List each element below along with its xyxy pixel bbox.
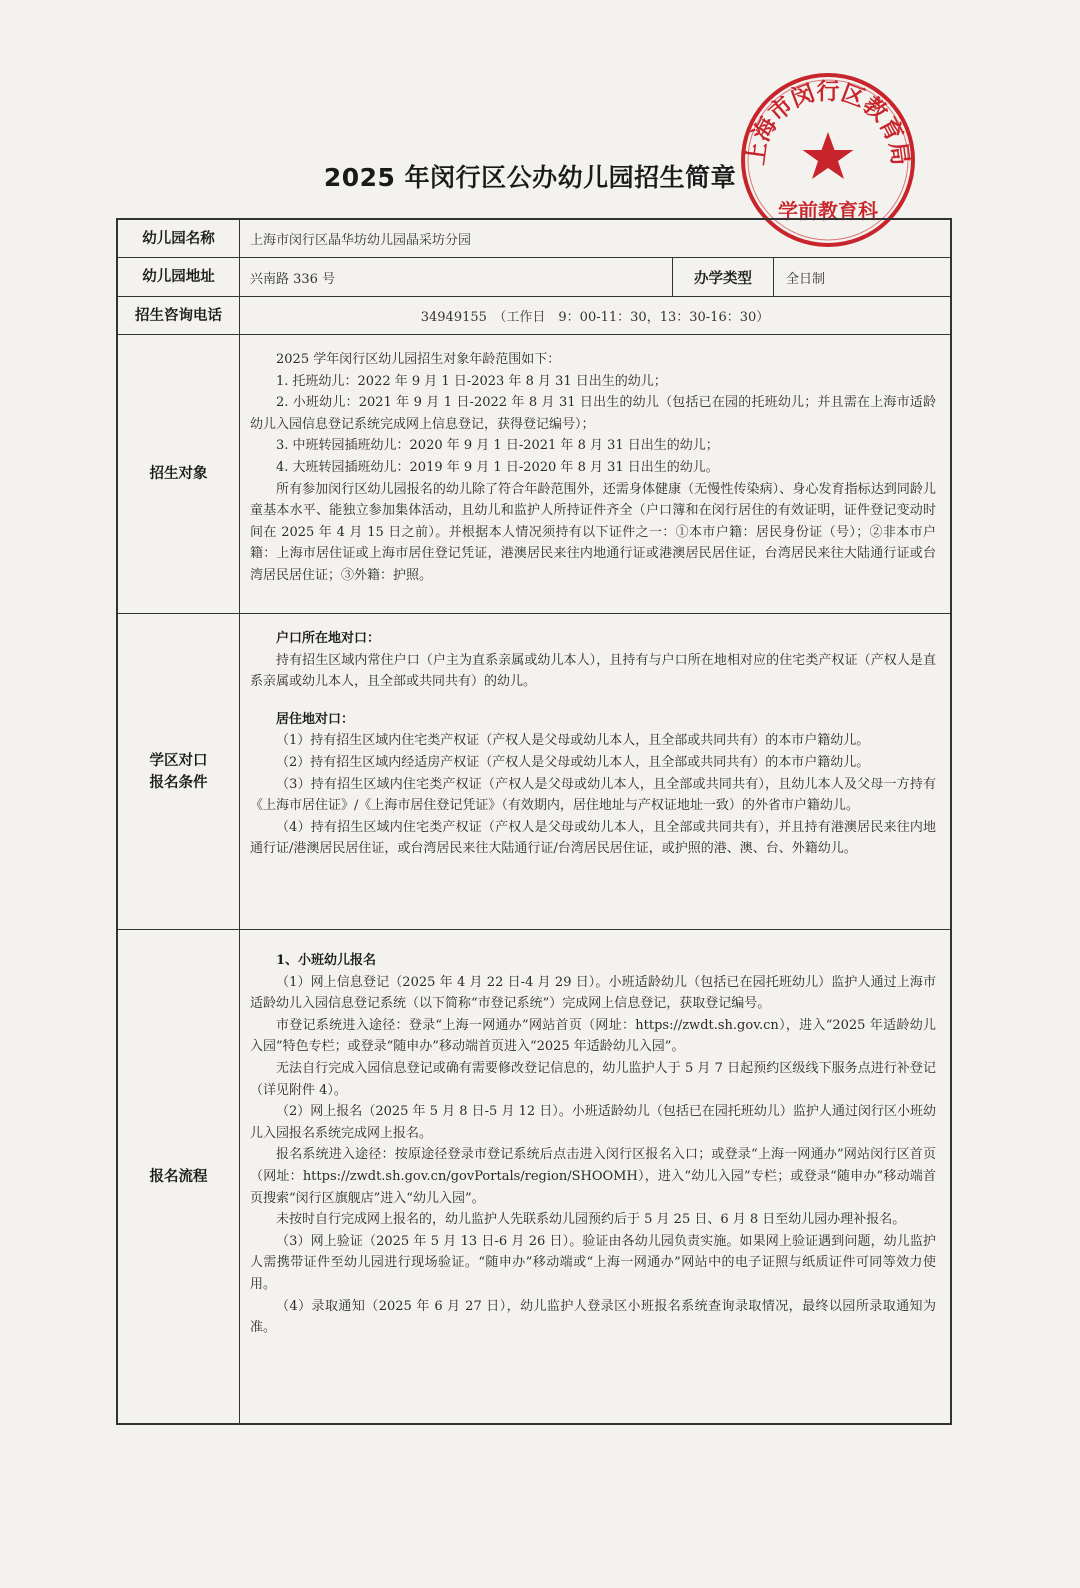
star-icon — [803, 132, 854, 179]
name-value: 上海市闵行区晶华坊幼儿园晶采坊分园 — [250, 233, 472, 248]
residence-heading: 居住地对口： — [276, 711, 355, 727]
row-name — [118, 220, 950, 258]
row-target — [118, 335, 950, 614]
admission-table — [116, 218, 952, 1425]
process-paragraph: 未按时自行完成网上报名的，幼儿监护人先联系幼儿园预约后于 5 月 25 日、6 月 8 日至幼儿园办理补报名。 — [276, 1212, 906, 1228]
row-address — [118, 258, 950, 297]
process-content — [250, 950, 936, 1339]
hukou-text: 持有招生区域内常住户口（户主为直系亲属或幼儿本人），且持有与户口所在地相对应的住宅类产权证（产权人是直系亲属或幼儿本人，且全部或共同共有）的幼儿。 — [250, 652, 936, 690]
target-line: 4. 大班转园插班幼儿：2019 年 9 月 1 日-2020 年 8 月 31 日出生的幼儿。 — [276, 459, 719, 475]
process-paragraph: 报名系统进入途径：按原途径登录市登记系统后点击进入闵行区报名入口；或登录“上海一网通办”网站闵行区首页（网址：https://zwdt.sh.gov.cn/govPortals/region/SHOOMH），进入“幼儿入园”专栏；或登录“随申办”移动端首页搜索“闵行区旗舰店”进入“幼儿入园”。 — [250, 1147, 936, 1206]
target-line: 2. 小班幼儿：2021 年 9 月 1 日-2022 年 8 月 31 日出生的幼儿（包括已在园的托班幼儿；并且需在上海市适龄幼儿入园信息登记系统完成网上信息登记，获得登记编号）； — [250, 395, 936, 432]
process-paragraph: 无法自行完成入园信息登记或确有需要修改登记信息的，幼儿监护人于 5 月 7 日起预约区级线下服务点进行补登记（详见附件 4）。 — [250, 1060, 936, 1098]
target-line: 2025 学年闵行区幼儿园招生对象年龄范围如下： — [276, 352, 561, 367]
row-phone — [118, 297, 950, 335]
process-paragraph: （1）网上信息登记（2025 年 4 月 22 日-4 月 29 日）。小班适龄幼儿（包括已在园托班幼儿）监护人通过上海市适龄幼儿入园信息登记系统（以下简称“市登记系统”）完成网上信息登记，获取登记编号。 — [250, 974, 936, 1012]
type-value: 全日制 — [786, 271, 826, 287]
phone-value: 34949155 （工作日 9：00-11：30，13：30-16：30） — [420, 310, 770, 325]
target-label: 招生对象 — [118, 335, 240, 613]
process-paragraph: 市登记系统进入途径：登录“上海一网通办”网站首页（网址：https://zwdt.sh.gov.cn），进入“2025 年适龄幼儿入园”特色专栏；或登录“随申办”移动端首页进入“2025 年适龄幼儿入园”。 — [250, 1017, 936, 1055]
residence-item: （2）持有招生区域内经适房产权证（产权人是父母或幼儿本人，且全部或共同共有）的本市户籍幼儿。 — [276, 754, 870, 770]
name-label: 幼儿园名称 — [118, 220, 240, 257]
residence-item: （1）持有招生区域内住宅类产权证（产权人是父母或幼儿本人，且全部或共同共有）的本市户籍幼儿。 — [276, 733, 870, 749]
residence-item: （3）持有招生区域内住宅类产权证（产权人是父母或幼儿本人，且全部或共同共有），且幼儿本人及父母一方持有《上海市居住证》/《上海市居住登记凭证》（有效期内，居住地址与产权证地址一致）的外省市户籍幼儿。 — [250, 776, 936, 814]
district-content — [250, 628, 936, 860]
row-process — [118, 930, 950, 1423]
page-title: 2025 年闵行区公办幼儿园招生简章 — [323, 163, 737, 192]
process-heading: 1、小班幼儿报名 — [276, 953, 377, 968]
hukou-heading: 户口所在地对口： — [276, 631, 381, 646]
process-paragraph: （4）录取通知（2025 年 6 月 27 日），幼儿监护人登录区小班报名系统查询录取情况，最终以园所录取通知为准。 — [250, 1298, 936, 1336]
seal-ring-text: 上海市闵行区教育局 — [743, 78, 913, 167]
district-label: 学区对口 报名条件 — [118, 614, 240, 929]
target-content — [250, 349, 936, 587]
row-district — [118, 614, 950, 930]
target-line: 3. 中班转园插班幼儿：2020 年 9 月 1 日-2021 年 8 月 31 日出生的幼儿； — [276, 438, 719, 454]
target-line: 所有参加闵行区幼儿园报名的幼儿除了符合年龄范围外，还需身体健康（无慢性传染病）、身心发育指标达到同龄儿童基本水平、能独立参加集体活动，且幼儿和监护人所持证件齐全（户口簿和在闵行居住的有效证明，证件登记变动时间在 2025 年 4 月 15 日之前）。并根据本人情况须持有以下证件之一：①本市户籍：居民身份证（号）；②非本市户籍：上海市居住证或上海市居住登记凭证，港澳居民来往内地通行证或港澳居民居住证，台湾居民来往大陆通行证或台湾居民居住证；③外籍：护照。 — [250, 481, 936, 583]
process-label: 报名流程 — [118, 930, 240, 1423]
residence-item: （4）持有招生区域内住宅类产权证（产权人是父母或幼儿本人，且全部或共同共有），并且持有港澳居民来往内地通行证/港澳居民居住证，或台湾居民来往大陆通行证/台湾居民居住证，或护照的港、澳、台、外籍幼儿。 — [250, 819, 936, 857]
type-label: 办学类型 — [694, 270, 752, 287]
target-line: 1. 托班幼儿：2022 年 9 月 1 日-2023 年 8 月 31 日出生的幼儿； — [276, 373, 667, 389]
phone-label: 招生咨询电话 — [118, 297, 240, 334]
process-paragraph: （3）网上验证（2025 年 5 月 13 日-6 月 26 日）。验证由各幼儿园负责实施。如果网上验证遇到问题，幼儿监护人需携带证件至幼儿园进行现场验证。“随申办”移动端或“上海一网通办”网站中的电子证照与纸质证件可同等效力使用。 — [250, 1233, 936, 1292]
address-value: 兴南路 336 号 — [250, 271, 336, 287]
address-label: 幼儿园地址 — [118, 258, 240, 296]
seal-bottom-text: 学前教育科 — [778, 199, 878, 223]
process-paragraph: （2）网上报名（2025 年 5 月 8 日-5 月 12 日）。小班适龄幼儿（包括已在园托班幼儿）监护人通过闵行区小班幼儿入园报名系统完成网上报名。 — [250, 1104, 936, 1141]
